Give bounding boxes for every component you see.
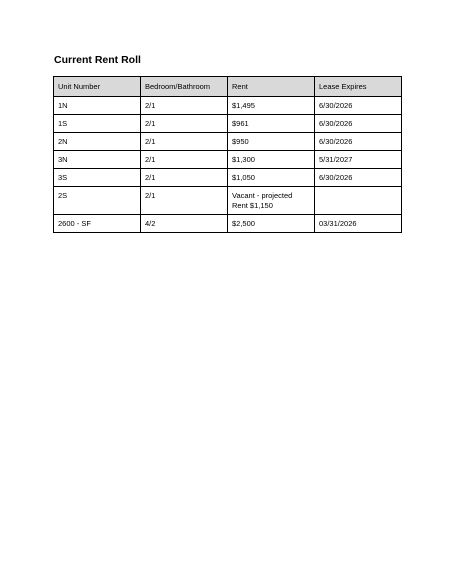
cell-unit-number: 1N [54, 97, 141, 115]
page-title: Current Rent Roll [54, 54, 141, 66]
cell-unit-number: 3N [54, 151, 141, 169]
cell-rent: $950 [228, 133, 315, 151]
cell-rent: $1,050 [228, 169, 315, 187]
cell-bedroom-bathroom: 2/1 [141, 97, 228, 115]
rent-roll-table [53, 76, 402, 233]
column-header-bedroom-bathroom: Bedroom/Bathroom [141, 77, 228, 97]
cell-bedroom-bathroom: 2/1 [141, 115, 228, 133]
cell-bedroom-bathroom: 2/1 [141, 169, 228, 187]
cell-rent: Vacant - projected Rent $1,150 [228, 187, 315, 215]
cell-bedroom-bathroom: 2/1 [141, 187, 228, 215]
cell-unit-number: 1S [54, 115, 141, 133]
table-row [54, 169, 402, 187]
table-header-row [54, 77, 402, 97]
cell-rent: $1,300 [228, 151, 315, 169]
cell-lease-expires: 5/31/2027 [315, 151, 402, 169]
cell-bedroom-bathroom: 4/2 [141, 215, 228, 233]
cell-lease-expires: 03/31/2026 [315, 215, 402, 233]
cell-bedroom-bathroom: 2/1 [141, 151, 228, 169]
cell-lease-expires: 6/30/2026 [315, 97, 402, 115]
cell-rent: $2,500 [228, 215, 315, 233]
cell-rent: $961 [228, 115, 315, 133]
cell-rent: $1,495 [228, 97, 315, 115]
cell-unit-number: 3S [54, 169, 141, 187]
cell-lease-expires: 6/30/2026 [315, 115, 402, 133]
table-row [54, 97, 402, 115]
column-header-unit-number: Unit Number [54, 77, 141, 97]
cell-unit-number: 2N [54, 133, 141, 151]
cell-unit-number: 2600 - SF [54, 215, 141, 233]
table-row [54, 133, 402, 151]
cell-unit-number: 2S [54, 187, 141, 215]
column-header-rent: Rent [228, 77, 315, 97]
table-row [54, 215, 402, 233]
cell-lease-expires [315, 187, 402, 215]
cell-lease-expires: 6/30/2026 [315, 169, 402, 187]
cell-lease-expires: 6/30/2026 [315, 133, 402, 151]
column-header-lease-expires: Lease Expires [315, 77, 402, 97]
table-row [54, 151, 402, 169]
table-row [54, 187, 402, 215]
cell-bedroom-bathroom: 2/1 [141, 133, 228, 151]
table-row [54, 115, 402, 133]
